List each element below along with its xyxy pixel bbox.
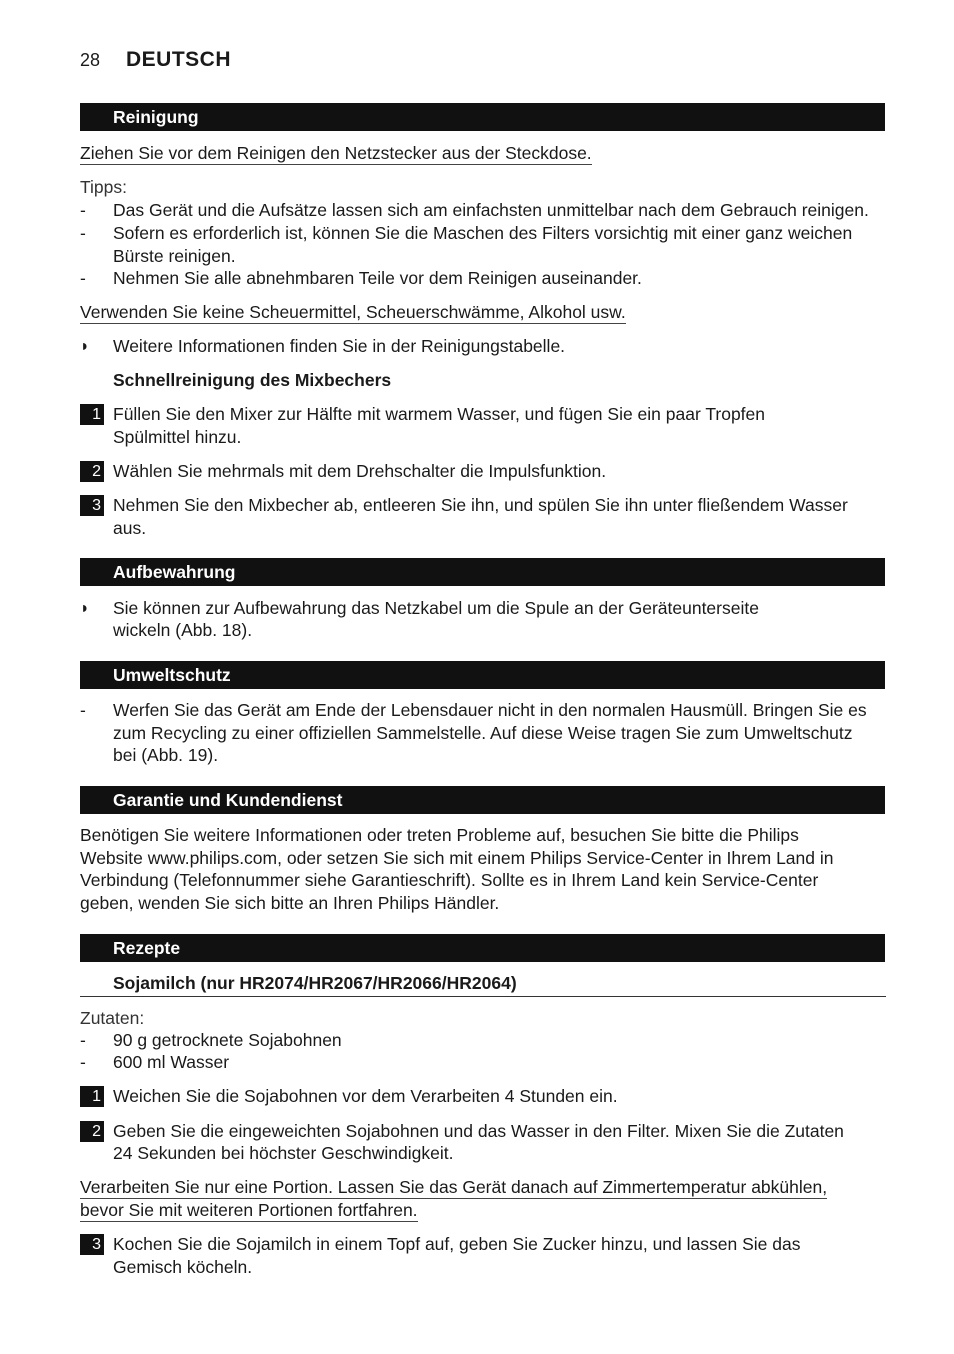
step-text: Nehmen Sie den Mixbecher ab, entleeren Sie ihn, und spülen Sie ihn unter fließendem Wasser: [113, 495, 848, 515]
section-header-reinigung: Reinigung: [80, 103, 885, 131]
step-text: Geben Sie die eingeweichten Sojabohnen und das Wasser in den Filter. Mixen Sie die Zutaten: [113, 1121, 844, 1141]
subheading-quick-clean: Schnellreinigung des Mixbechers: [113, 370, 392, 390]
dash: -: [80, 700, 86, 720]
warning-unplug-text: Ziehen Sie vor dem Reinigen den Netzstecker aus der Steckdose.: [80, 143, 592, 163]
warning-unplug: [80, 142, 592, 165]
warranty-text: [80, 847, 834, 870]
warranty-text: Benötigen Sie weitere Informationen oder treten Probleme auf, besuchen Sie bitte die Philips: [80, 825, 799, 845]
step-text: Wählen Sie mehrmals mit dem Drehschalter die Impulsfunktion.: [113, 461, 607, 481]
storage-text: Sie können zur Aufbewahrung das Netzkabel um die Spule an der Geräteunterseite: [113, 598, 759, 618]
step-text: Kochen Sie die Sojamilch in einem Topf auf, geben Sie Zucker hinzu, und lassen Sie das: [113, 1234, 801, 1254]
step-number: 3: [80, 1234, 104, 1255]
warranty-text: geben, wenden Sie sich bitte an Ihren Philips Händler.: [80, 893, 500, 913]
warning-abrasives-text: Verwenden Sie keine Scheuermittel, Scheuerschwämme, Alkohol usw.: [80, 302, 626, 322]
dash: -: [80, 1030, 86, 1050]
language-heading: DEUTSCH: [126, 48, 232, 71]
step-number: 3: [80, 495, 104, 516]
environment-text: bei (Abb. 19).: [113, 745, 219, 765]
philips-website-link[interactable]: www.philips.com: [147, 848, 278, 868]
step-number: 2: [80, 461, 104, 482]
tip-item: Sofern es erforderlich ist, können Sie die Maschen des Filters vorsichtig mit einer ganz weichen: [113, 223, 853, 243]
warranty-text: Verbindung (Telefonnummer siehe Garantieschrift). Sollte es in Ihrem Land kein Service-Center: [80, 870, 819, 890]
tips-label: Tipps:: [80, 177, 128, 197]
warranty-text-part: , oder setzen Sie sich mit einem Philips Service-Center in Ihrem Land in: [277, 848, 834, 868]
warning-one-portion-text: Verarbeiten Sie nur eine Portion. Lassen Sie das Gerät danach auf Zimmertemperatur abkühlen,: [80, 1177, 828, 1197]
step-number: 2: [80, 1121, 104, 1142]
storage-text: wickeln (Abb. 18).: [113, 620, 253, 640]
step-number: 1: [80, 1086, 104, 1107]
step-text: Weichen Sie die Sojabohnen vor dem Verarbeiten 4 Stunden ein.: [113, 1086, 618, 1106]
dash: -: [80, 268, 86, 288]
step-text: aus.: [113, 518, 147, 538]
dash: -: [80, 200, 86, 220]
environment-text: zum Recycling zu einer offiziellen Sammelstelle. Auf diese Weise tragen Sie zum Umweltschutz: [113, 723, 853, 743]
ingredients-label: Zutaten:: [80, 1008, 145, 1028]
warning-one-portion: [80, 1199, 418, 1222]
section-header-aufbewahrung: Aufbewahrung: [80, 558, 885, 586]
dash: -: [80, 1052, 86, 1072]
tip-item-continued: Bürste reinigen.: [113, 246, 236, 266]
dash: -: [80, 223, 86, 243]
warning-one-portion-text: bevor Sie mit weiteren Portionen fortfahren.: [80, 1200, 418, 1220]
bullet-icon: ◗: [80, 600, 90, 617]
step-number: 1: [80, 404, 104, 425]
subheading-soy-milk: Sojamilch (nur HR2074/HR2067/HR2066/HR2064): [113, 973, 517, 993]
ingredient-item: 600 ml Wasser: [113, 1052, 230, 1072]
step-text: Gemisch köcheln.: [113, 1257, 253, 1277]
warning-one-portion: [80, 1176, 827, 1199]
page-number: 28: [80, 50, 101, 70]
section-header-rezepte: Rezepte: [80, 934, 885, 962]
environment-text: Werfen Sie das Gerät am Ende der Lebensdauer nicht in den normalen Hausmüll. Bringen Sie es: [113, 700, 867, 720]
step-text: Füllen Sie den Mixer zur Hälfte mit warmem Wasser, und fügen Sie ein paar Tropfen: [113, 404, 766, 424]
tip-item: Nehmen Sie alle abnehmbaren Teile vor dem Reinigen auseinander.: [113, 268, 642, 288]
step-text: 24 Sekunden bei höchster Geschwindigkeit.: [113, 1143, 454, 1163]
section-header-garantie: Garantie und Kundendienst: [80, 786, 885, 814]
step-text: Spülmittel hinzu.: [113, 427, 242, 447]
bullet-icon: ◗: [80, 338, 90, 355]
subheading-rule: [80, 996, 886, 997]
ingredient-item: 90 g getrocknete Sojabohnen: [113, 1030, 342, 1050]
warning-abrasives: [80, 301, 626, 324]
warranty-text-part: Website: [80, 848, 148, 868]
section-header-umweltschutz: Umweltschutz: [80, 661, 885, 689]
info-text: Weitere Informationen finden Sie in der Reinigungstabelle.: [113, 336, 566, 356]
tip-item: Das Gerät und die Aufsätze lassen sich am einfachsten unmittelbar nach dem Gebrauch reinigen.: [113, 200, 869, 220]
